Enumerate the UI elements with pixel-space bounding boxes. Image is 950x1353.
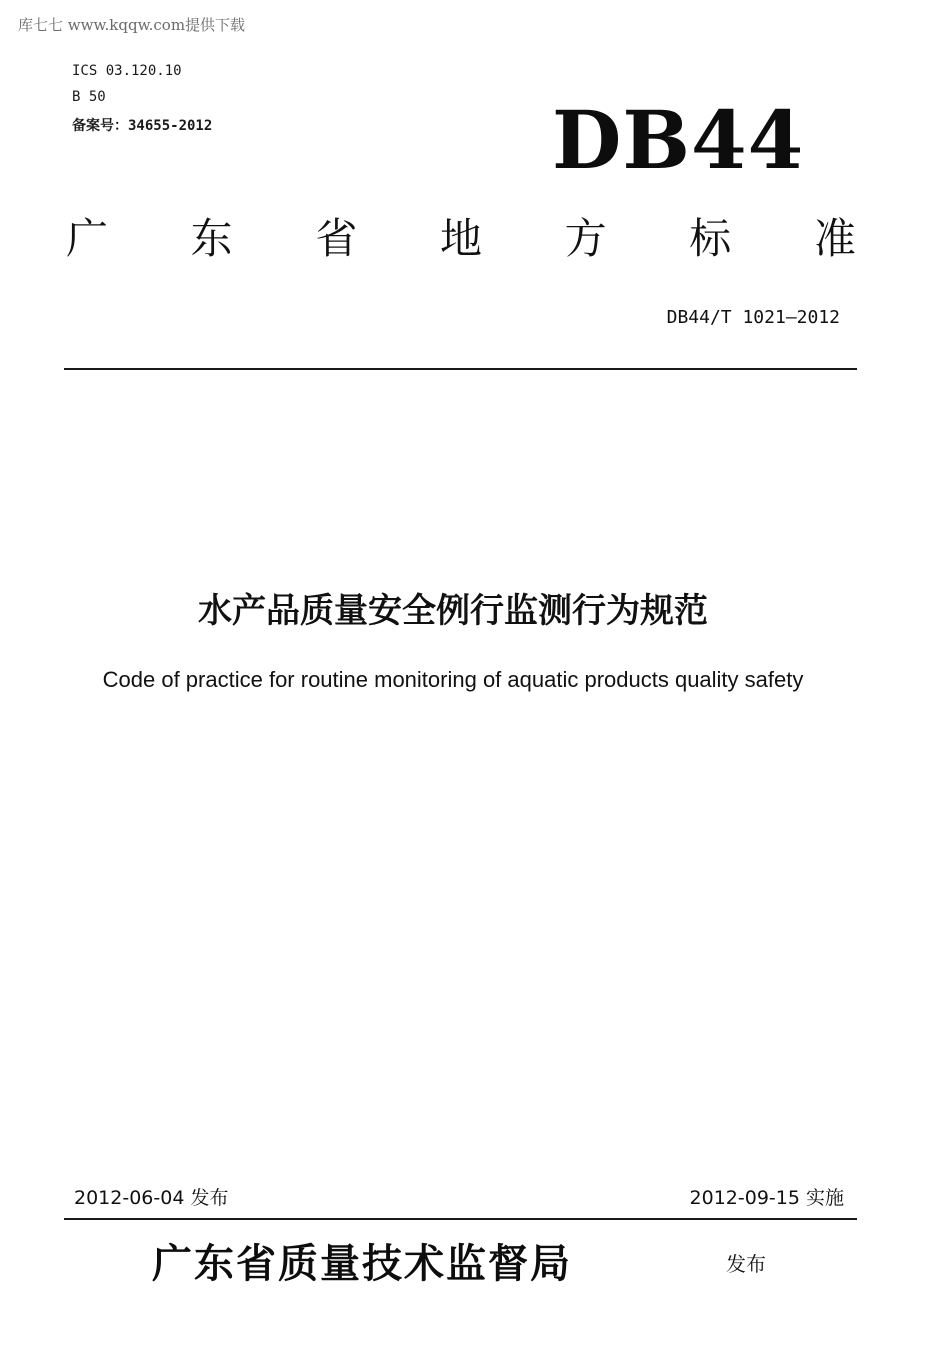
standard-type-char: 方 (564, 214, 607, 263)
standard-type-char: 地 (439, 214, 482, 263)
standard-type-heading (66, 216, 856, 262)
standard-number: DB44/T 1021—2012 (666, 307, 840, 328)
standard-type-char: 省 (315, 214, 358, 263)
db44-logo: DB44 (552, 93, 805, 187)
top-divider (64, 368, 857, 370)
standard-type-char: 准 (813, 214, 856, 263)
filing-number: 备案号：34655-2012 (72, 118, 213, 134)
implementation-date: 2012-09-15 实施 (689, 1187, 844, 1209)
standard-type-char: 东 (190, 214, 233, 263)
bottom-divider (64, 1218, 857, 1220)
classification-code: B 50 (72, 89, 106, 105)
issuing-authority: 广东省质量技术监督局 (152, 1240, 572, 1287)
watermark-text: 库七七 www.kqqw.com提供下载 (18, 16, 246, 34)
document-title-cn: 水产品质量安全例行监测行为规范 (198, 591, 708, 631)
issuing-suffix: 发布 (726, 1252, 766, 1276)
ics-code: ICS 03.120.10 (72, 63, 182, 79)
standard-type-char: 广 (66, 214, 109, 263)
standard-type-char: 标 (689, 214, 732, 263)
issue-date: 2012-06-04 发布 (74, 1187, 229, 1209)
document-title-en: Code of practice for routine monitoring of aquatic products quality safety (102, 667, 804, 692)
